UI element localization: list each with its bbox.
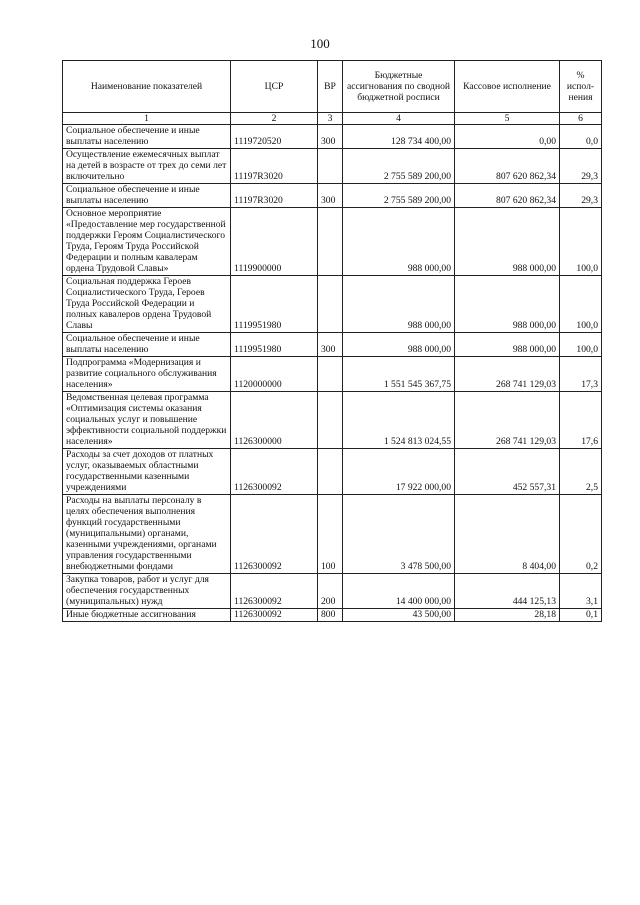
row-csr-cell: 1126300092	[231, 574, 318, 609]
row-budget-cell: 14 400 000,00	[343, 574, 455, 609]
row-name-cell: Социальное обеспечение и иные выплаты населению	[63, 125, 231, 149]
row-name-cell: Ведомственная целевая программа «Оптимизация системы оказания социальных услуг и повышение эффективности социальной поддержки населения»	[63, 392, 231, 449]
row-budget-cell: 128 734 400,00	[343, 125, 455, 149]
row-budget-cell: 988 000,00	[343, 333, 455, 357]
row-cash-cell: 807 620 862,34	[455, 149, 560, 184]
row-pct-cell: 100,0	[560, 208, 602, 276]
row-vr-cell: 100	[318, 495, 343, 574]
header-budget: Бюджетные ассигнования по сводной бюджетной росписи	[343, 61, 455, 113]
column-number: 4	[343, 113, 455, 125]
row-name-cell: Социальная поддержка Героев Социалистического Труда, Героев Труда Российской Федерации и полных кавалеров ордена Трудовой Славы	[63, 276, 231, 333]
header-csr: ЦСР	[231, 61, 318, 113]
row-pct-cell: 0,1	[560, 609, 602, 622]
row-csr-cell: 1119720520	[231, 125, 318, 149]
row-pct-cell: 100,0	[560, 276, 602, 333]
row-csr-cell: 1126300092	[231, 495, 318, 574]
row-name-cell: Социальное обеспечение и иные выплаты населению	[63, 184, 231, 208]
table-row	[63, 208, 602, 276]
row-name-cell: Расходы за счет доходов от платных услуг, оказываемых областными государственными казенными учреждениями	[63, 449, 231, 495]
row-budget-cell: 988 000,00	[343, 208, 455, 276]
page-number: 100	[310, 36, 330, 51]
row-vr-cell: 200	[318, 574, 343, 609]
header-cash: Кассовое исполнение	[455, 61, 560, 113]
row-budget-cell: 43 500,00	[343, 609, 455, 622]
table-row	[63, 574, 602, 609]
row-budget-cell: 3 478 500,00	[343, 495, 455, 574]
row-pct-cell: 17,6	[560, 392, 602, 449]
column-number: 5	[455, 113, 560, 125]
column-number: 1	[63, 113, 231, 125]
row-cash-cell: 268 741 129,03	[455, 357, 560, 392]
table-body	[63, 125, 602, 622]
table-row	[63, 333, 602, 357]
row-name-cell: Иные бюджетные ассигнования	[63, 609, 231, 622]
row-cash-cell: 988 000,00	[455, 333, 560, 357]
row-pct-cell: 100,0	[560, 333, 602, 357]
row-csr-cell: 1119951980	[231, 276, 318, 333]
row-budget-cell: 988 000,00	[343, 276, 455, 333]
row-pct-cell: 17,3	[560, 357, 602, 392]
row-vr-cell	[318, 276, 343, 333]
table-row	[63, 357, 602, 392]
header-name: Наименование показателей	[63, 61, 231, 113]
table-row	[63, 149, 602, 184]
table-header-row	[63, 61, 602, 113]
table-row	[63, 495, 602, 574]
row-budget-cell: 17 922 000,00	[343, 449, 455, 495]
column-number-row	[63, 113, 602, 125]
row-pct-cell: 29,3	[560, 149, 602, 184]
row-cash-cell: 807 620 862,34	[455, 184, 560, 208]
row-csr-cell: 1119900000	[231, 208, 318, 276]
row-cash-cell: 988 000,00	[455, 208, 560, 276]
row-csr-cell: 1119951980	[231, 333, 318, 357]
row-csr-cell: 1120000000	[231, 357, 318, 392]
row-cash-cell: 444 125,13	[455, 574, 560, 609]
row-vr-cell: 800	[318, 609, 343, 622]
row-vr-cell: 300	[318, 125, 343, 149]
row-vr-cell: 300	[318, 184, 343, 208]
column-number: 3	[318, 113, 343, 125]
row-cash-cell: 0,00	[455, 125, 560, 149]
row-vr-cell	[318, 449, 343, 495]
row-csr-cell: 1126300092	[231, 609, 318, 622]
row-cash-cell: 268 741 129,03	[455, 392, 560, 449]
row-vr-cell	[318, 392, 343, 449]
row-vr-cell	[318, 357, 343, 392]
row-pct-cell: 29,3	[560, 184, 602, 208]
row-name-cell: Закупка товаров, работ и услуг для обеспечения государственных (муниципальных) нужд	[63, 574, 231, 609]
table-row	[63, 276, 602, 333]
row-vr-cell	[318, 149, 343, 184]
header-vr: ВР	[318, 61, 343, 113]
row-pct-cell: 0,0	[560, 125, 602, 149]
row-csr-cell: 1126300092	[231, 449, 318, 495]
row-vr-cell: 300	[318, 333, 343, 357]
row-budget-cell: 1 551 545 367,75	[343, 357, 455, 392]
table-row	[63, 184, 602, 208]
row-budget-cell: 2 755 589 200,00	[343, 184, 455, 208]
row-name-cell: Осуществление ежемесячных выплат на детей в возрасте от трех до семи лет включительно	[63, 149, 231, 184]
row-csr-cell: 11197R3020	[231, 184, 318, 208]
row-name-cell: Расходы на выплаты персоналу в целях обеспечения выполнения функций государственными (муниципальными) органами, казенными учреждениями, органами управления государственными внебюджетными фондами	[63, 495, 231, 574]
table-row	[63, 449, 602, 495]
row-name-cell: Основное мероприятие «Предоставление мер государственной поддержки Героям Социалистического Труда, Героям Труда Российской Федерации и полным кавалерам ордена Трудовой Славы»	[63, 208, 231, 276]
row-cash-cell: 452 557,31	[455, 449, 560, 495]
row-pct-cell: 0,2	[560, 495, 602, 574]
row-name-cell: Социальное обеспечение и иные выплаты населению	[63, 333, 231, 357]
row-cash-cell: 28,18	[455, 609, 560, 622]
header-pct: % испол-нения	[560, 61, 602, 113]
row-cash-cell: 8 404,00	[455, 495, 560, 574]
budget-execution-table	[62, 60, 602, 622]
row-csr-cell: 11197R3020	[231, 149, 318, 184]
column-number: 6	[560, 113, 602, 125]
row-vr-cell	[318, 208, 343, 276]
row-budget-cell: 2 755 589 200,00	[343, 149, 455, 184]
row-csr-cell: 1126300000	[231, 392, 318, 449]
row-cash-cell: 988 000,00	[455, 276, 560, 333]
row-name-cell: Подпрограмма «Модернизация и развитие социального обслуживания населения»	[63, 357, 231, 392]
table-row	[63, 125, 602, 149]
table-row	[63, 392, 602, 449]
row-pct-cell: 3,1	[560, 574, 602, 609]
row-pct-cell: 2,5	[560, 449, 602, 495]
table-row	[63, 609, 602, 622]
row-budget-cell: 1 524 813 024,55	[343, 392, 455, 449]
column-number: 2	[231, 113, 318, 125]
